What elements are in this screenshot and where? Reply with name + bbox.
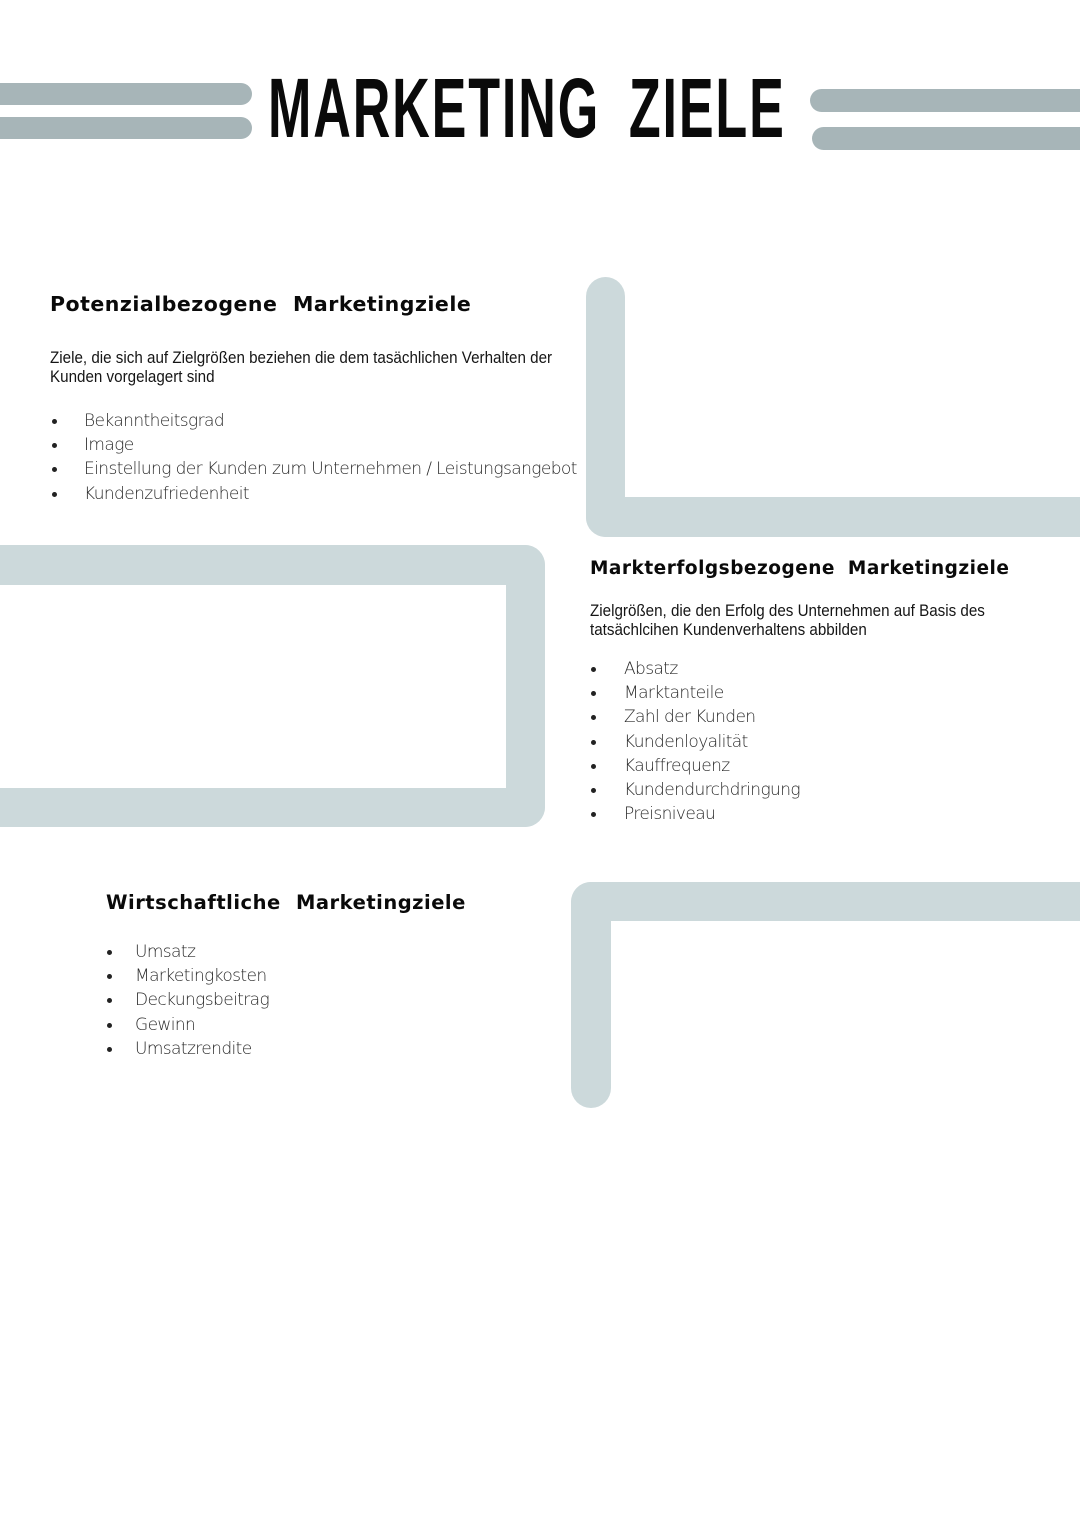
bullet-icon <box>591 691 596 696</box>
list-item-text: Gewinn <box>135 1014 196 1035</box>
list-item-text: Bekanntheitsgrad <box>84 411 225 431</box>
list-item-text: Image <box>84 435 134 456</box>
decorative-frame-3-vertical <box>571 882 611 1108</box>
list-item-text: Kundenzufriedenheit <box>84 483 249 504</box>
section-description-potenzial: Ziele, die sich auf Zielgrößen beziehen die dem tasächlichen Verhalten der Kunden vorgelagert sind <box>50 349 553 386</box>
bullet-icon <box>107 974 112 979</box>
page-title: MARKETING ZIELE <box>268 61 786 155</box>
list-item-text: Umsatz <box>135 942 196 962</box>
list-item-text: Marktanteile <box>624 683 724 704</box>
bullet-icon <box>107 1047 112 1052</box>
decorative-frame-1-horizontal <box>586 497 1080 537</box>
bullet-icon <box>52 443 57 448</box>
list-item-text: Deckungsbeitrag <box>135 990 270 1011</box>
bullet-icon <box>591 740 596 745</box>
bullet-icon <box>52 492 57 497</box>
list-item-text: Kundendurchdringung <box>624 779 801 800</box>
section-heading-wirtschaftlich: Wirtschaftliche Marketingziele <box>106 891 466 914</box>
bullet-icon <box>591 764 596 769</box>
list-item-text: Zahl der Kunden <box>624 707 756 728</box>
list-item-text: Einstellung der Kunden zum Unternehmen / Leistungsangebot <box>84 459 577 480</box>
title-bar-right-top <box>810 89 1080 112</box>
list-item-text: Absatz <box>624 659 678 679</box>
section-heading-markterfolg: Markterfolgsbezogene Marketingziele <box>590 558 1010 579</box>
bullet-icon <box>591 715 596 720</box>
bullet-icon <box>107 998 112 1003</box>
section-heading-potenzial: Potenzialbezogene Marketingziele <box>50 292 472 316</box>
list-item-text: Marketingkosten <box>135 966 267 987</box>
bullet-icon <box>52 467 57 472</box>
list-item-text: Umsatzrendite <box>135 1038 252 1059</box>
title-bar-left-bottom <box>0 117 252 139</box>
bullet-icon <box>107 1023 112 1028</box>
decorative-frame-3-horizontal <box>571 882 1080 921</box>
list-item-text: Kauffrequenz <box>624 755 730 776</box>
list-item-text: Preisniveau <box>624 804 716 825</box>
title-bar-right-bottom <box>812 127 1080 150</box>
bullet-icon <box>591 788 596 793</box>
title-bar-left-top <box>0 83 252 105</box>
decorative-frame-2-vertical <box>506 545 545 827</box>
list-item-text: Kundenloyalität <box>624 731 748 752</box>
decorative-frame-2-top <box>0 545 545 585</box>
bullet-icon <box>52 419 57 424</box>
bullet-icon <box>591 667 596 672</box>
bullet-icon <box>107 950 112 955</box>
decorative-frame-2-bottom <box>0 788 545 827</box>
bullet-icon <box>591 812 596 817</box>
section-description-markterfolg: Zielgrößen, die den Erfolg des Unternehmen auf Basis des tatsächlcihen Kundenverhaltens abbilden <box>590 602 985 639</box>
